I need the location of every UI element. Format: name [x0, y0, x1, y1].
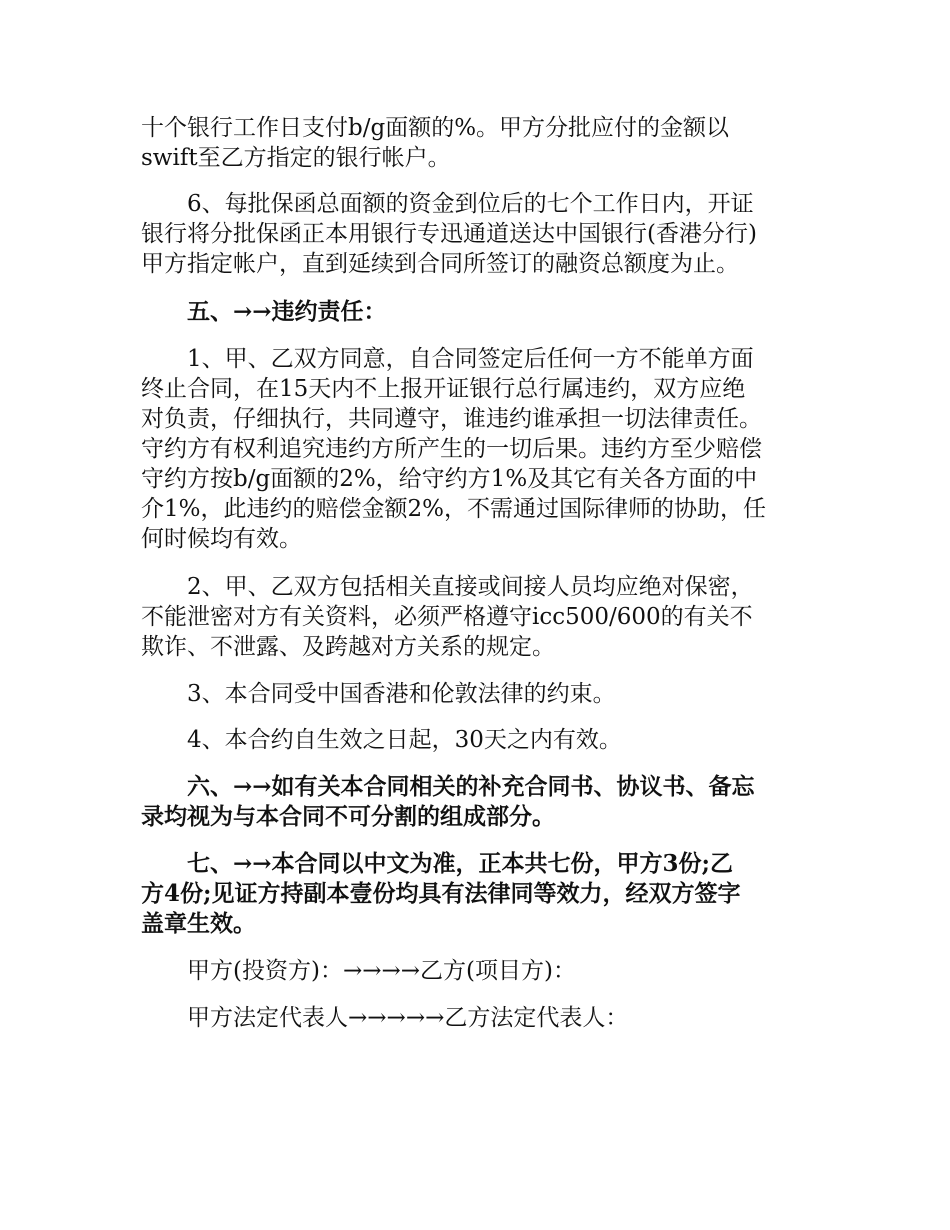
text-line: 4、本合约自生效之日起，30天之内有效。 [187, 727, 622, 753]
section-heading: 五、→→违约责任： [187, 298, 387, 325]
section-heading: 六、→→如有关本合同相关的补充合同书、协议书、备忘 [187, 773, 755, 800]
text-line: 3、本合同受中国香港和伦敦法律的约束。 [187, 681, 616, 707]
text-line: 欺诈、不泄露、及跨越对方关系的规定。 [141, 634, 555, 660]
text-line: 对负责，仔细执行，共同遵守，谁违约谁承担一切法律责任。 [141, 406, 762, 432]
text-line: 甲方指定帐户，直到延续到合同所签订的融资总额度为止。 [141, 251, 739, 277]
section-heading-cont: 方4份;见证方持副本壹份均具有法律同等效力，经双方签字 [141, 880, 741, 907]
text-line: swift至乙方指定的银行帐户。 [141, 145, 451, 171]
text-line: 银行将分批保函正本用银行专迅通道送达中国银行(香港分行) [141, 221, 757, 247]
section-heading-cont: 录均视为与本合同不可分割的组成部分。 [141, 803, 555, 830]
signature-line-representative: 甲方法定代表人→→→→→乙方法定代表人： [187, 1005, 629, 1031]
text-line: 十个银行工作日支付b/g面额的%。甲方分批应付的金额以 [141, 115, 730, 141]
text-line: 守约方按b/g面额的2%，给守约方1%及其它有关各方面的中 [141, 466, 758, 492]
text-line: 何时候均有效。 [141, 526, 302, 552]
text-line: 守约方有权利追究违约方所产生的一切后果。违约方至少赔偿 [141, 436, 762, 462]
text-line: 不能泄密对方有关资料，必须严格遵守icc500/600的有关不 [141, 604, 753, 630]
text-line: 6、每批保函总面额的资金到位后的七个工作日内，开证 [187, 191, 754, 217]
section-heading-cont: 盖章生效。 [141, 910, 256, 937]
section-heading: 七、→→本合同以中文为准，正本共七份，甲方3份;乙 [187, 850, 734, 877]
text-line: 2、甲、乙双方包括相关直接或间接人员均应绝对保密， [187, 574, 754, 600]
text-line: 终止合同，在15天内不上报开证银行总行属违约，双方应绝 [141, 376, 746, 402]
signature-line-party-a: 甲方(投资方)：→→→→乙方(项目方)： [187, 958, 576, 984]
text-line: 介1%，此违约的赔偿金额2%，不需通过国际律师的协助，任 [141, 496, 766, 522]
text-line: 1、甲、乙双方同意，自合同签定后任何一方不能单方面 [187, 346, 754, 372]
